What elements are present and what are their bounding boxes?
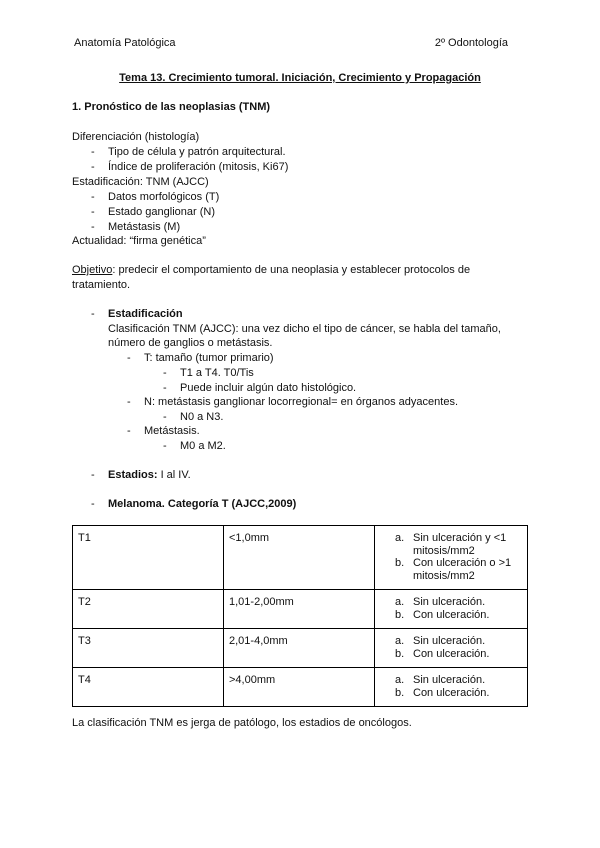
list-item: Metástasis (M) bbox=[108, 221, 181, 233]
document-title: Tema 13. Crecimiento tumoral. Iniciación, Crecimiento y Propagación bbox=[119, 72, 481, 84]
melanoma-heading: Melanoma. Categoría T (AJCC,2009) bbox=[108, 498, 297, 510]
list-item: Datos morfológicos (T) bbox=[108, 191, 220, 203]
ulceration-b: Con ulceración. bbox=[413, 647, 490, 660]
list-item bbox=[380, 609, 522, 622]
header-subject: Anatomía Patológica bbox=[74, 37, 176, 49]
estadificacion-label: Estadificación: TNM (AJCC) bbox=[72, 176, 209, 188]
bullet-dash: - bbox=[163, 440, 167, 452]
list-item bbox=[380, 687, 522, 700]
objetivo-paragraph bbox=[72, 263, 470, 278]
footer-note: La clasificación TNM es jerga de patólogo, los estadios de oncólogos. bbox=[72, 717, 412, 729]
table-row bbox=[73, 590, 528, 629]
bullet-dash: - bbox=[91, 161, 95, 173]
table-cell-ulceration bbox=[375, 590, 528, 629]
list-item: Estado ganglionar (N) bbox=[108, 206, 216, 218]
list-item: Puede incluir algún dato histológico. bbox=[180, 382, 357, 394]
bullet-dash: - bbox=[127, 352, 131, 364]
objetivo-text: : predecir el comportamiento de una neoplasia y establecer protocolos de bbox=[112, 264, 471, 276]
estadios-value: I al IV. bbox=[157, 469, 191, 481]
list-marker: a. bbox=[395, 635, 405, 647]
list-marker: b. bbox=[395, 686, 405, 699]
objetivo-label: Objetivo bbox=[72, 264, 113, 276]
ulceration-b: Con ulceración. bbox=[413, 608, 490, 621]
table-cell-t: T1 bbox=[73, 526, 224, 590]
table-cell-ulceration bbox=[375, 629, 528, 668]
bullet-dash: - bbox=[163, 411, 167, 423]
ulceration-b: Con ulceración o >1 mitosis/mm2 bbox=[413, 557, 512, 582]
table-cell-size: >4,00mm bbox=[224, 668, 375, 707]
table-row bbox=[73, 668, 528, 707]
bullet-dash: - bbox=[91, 221, 95, 233]
list-marker: a. bbox=[395, 596, 405, 608]
ulceration-a: Sin ulceración. bbox=[413, 674, 486, 686]
list-item: Tipo de célula y patrón arquitectural. bbox=[108, 146, 286, 158]
actualidad-text: Actualidad: “firma genética” bbox=[72, 235, 206, 247]
list-marker: a. bbox=[395, 532, 405, 544]
list-marker: b. bbox=[395, 647, 405, 660]
list-item bbox=[380, 596, 522, 609]
estadificacion-desc-cont: número de ganglios o metástasis. bbox=[108, 337, 273, 349]
diferenciacion-label: Diferenciación (histología) bbox=[72, 131, 200, 143]
ulceration-a: Sin ulceración y <1 mitosis/mm2 bbox=[413, 532, 507, 557]
table-cell-size: 1,01-2,00mm bbox=[224, 590, 375, 629]
list-item: Índice de proliferación (mitosis, Ki67) bbox=[108, 161, 289, 173]
list-item: N0 a N3. bbox=[180, 411, 224, 423]
list-item bbox=[380, 557, 522, 582]
bullet-dash: - bbox=[91, 146, 95, 158]
list-item bbox=[380, 532, 522, 557]
bullet-dash: - bbox=[163, 382, 167, 394]
objetivo-text-cont: tratamiento. bbox=[72, 279, 131, 291]
bullet-dash: - bbox=[127, 425, 131, 437]
n-label: N: metástasis ganglionar locorregional= en órganos adyacentes. bbox=[144, 396, 458, 408]
estadificacion-desc: Clasificación TNM (AJCC): una vez dicho el tipo de cáncer, se habla del tamaño, bbox=[108, 323, 501, 335]
header-course: 2º Odontología bbox=[434, 37, 508, 49]
bullet-dash: - bbox=[127, 396, 131, 408]
t-label: T: tamaño (tumor primario) bbox=[144, 352, 274, 364]
table-cell-size: 2,01-4,0mm bbox=[224, 629, 375, 668]
bullet-dash: - bbox=[91, 469, 95, 481]
table-row bbox=[73, 629, 528, 668]
estadios-label: Estadios: bbox=[108, 469, 158, 481]
list-marker: b. bbox=[395, 608, 405, 621]
estadios-line bbox=[108, 468, 191, 483]
list-item: M0 a M2. bbox=[180, 440, 226, 452]
table-cell-size: <1,0mm bbox=[224, 526, 375, 590]
bullet-dash: - bbox=[91, 191, 95, 203]
table-cell-t: T3 bbox=[73, 629, 224, 668]
list-item bbox=[380, 648, 522, 661]
table-cell-t: T4 bbox=[73, 668, 224, 707]
list-item bbox=[380, 674, 522, 687]
ulceration-b: Con ulceración. bbox=[413, 686, 490, 699]
ulceration-a: Sin ulceración. bbox=[413, 635, 486, 647]
bullet-dash: - bbox=[91, 498, 95, 510]
bullet-dash: - bbox=[163, 367, 167, 379]
list-item: T1 a T4. T0/Tis bbox=[180, 367, 254, 379]
table-row bbox=[73, 526, 528, 590]
bullet-dash: - bbox=[91, 308, 95, 320]
table-cell-ulceration bbox=[375, 668, 528, 707]
m-label: Metástasis. bbox=[144, 425, 200, 437]
ulceration-a: Sin ulceración. bbox=[413, 596, 486, 608]
table-cell-ulceration bbox=[375, 526, 528, 590]
melanoma-table bbox=[72, 525, 528, 707]
section-heading: 1. Pronóstico de las neoplasias (TNM) bbox=[72, 101, 271, 113]
table-cell-t: T2 bbox=[73, 590, 224, 629]
bullet-dash: - bbox=[91, 206, 95, 218]
list-item bbox=[380, 635, 522, 648]
estadificacion-heading: Estadificación bbox=[108, 308, 183, 320]
list-marker: a. bbox=[395, 674, 405, 686]
list-marker: b. bbox=[395, 557, 405, 569]
